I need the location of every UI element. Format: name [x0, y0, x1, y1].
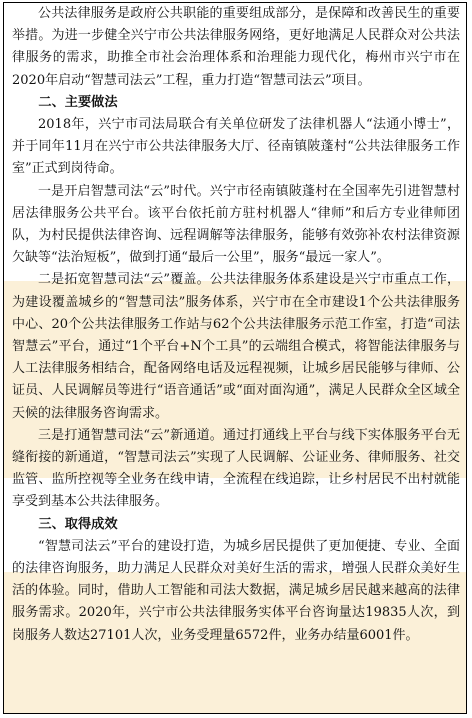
paragraph-robot-launch: 2018年，兴宁市司法局联合有关单位研发了法律机器人“法通小博士”，并于同年11月在兴宁市公共法律服务大厅、径南镇陂蓬村“公共法律服务工作室”正式到岗待命。 [12, 117, 460, 177]
paragraph-cloud-coverage: 二是拓宽智慧司法“云”覆盖。公共法律服务体系建设是兴宁市重点工作，为建设覆盖城乡的“智慧司法”服务体系，兴宁市在全市建设1个公共法律服务中心、20个公共法律服务工作站与62个公共法律服务示范工作室，打造“司法智慧云”平台，通过“1个平台+N个工具”的云端组合模式，将智能法律服务与人工法律服务相结合，配备网络电话及远程视频，让城乡居民能够与律师、公证员、人民调解员等进行“语音通话”或“面对面沟通”，满足人民群众全区域全天候的法律服务咨询需求。 [12, 272, 460, 421]
paragraph-results: “智慧司法云”平台的建设打造，为城乡居民提供了更加便捷、专业、全面的法律咨询服务，助力满足人民群众对美好生活的需求，增强人民群众美好生活的体验。同时，借助人工智能和司法大数据，满足城乡居民越来越高的法律服务需求。2020年，兴宁市公共法律服务实体平台咨询量达19835人次，到岗服务人数达27101人次，业务受理量6572件，业务办结量6001件。 [12, 538, 460, 643]
paragraph-cloud-era: 一是开启智慧司法“云”时代。兴宁市径南镇陂蓬村在全国率先引进智慧村居法律服务公共平台。该平台依托前方驻村机器人“律师”和后方专业律师团队，为村民提供法律咨询、远程调解等法律服务，能够有效弥补农村法律资源欠缺等“法治短板”，做到打通“最后一公里”，服务“最远一家人”。 [12, 183, 460, 266]
intro-paragraph: 公共法律服务是政府公共职能的重要组成部分，是保障和改善民生的重要举措。为进一步健全兴宁市公共法律服务网络，更好地满足人民群众对公共法律服务的需求，助推全市社会治理体系和治理能力现代化，梅州市兴宁市在2020年启动“智慧司法云”工程，重力打造“智慧司法云”项目。 [12, 6, 460, 88]
document-body [12, 3, 460, 647]
section-heading-results: 三、取得成效 [38, 516, 118, 532]
paragraph-cloud-channel: 三是打通智慧司法“云”新通道。通过打通线上平台与线下实体服务平台无缝衔接的新通道，“智慧司法云”实现了人民调解、公证业务、律师服务、社交监管、监所控视等全业务在线申请，全流程在线追踪，让乡村居民不出村就能享受到基本公共法律服务。 [12, 427, 460, 510]
section-heading-main-practices: 二、主要做法 [38, 94, 118, 110]
document-frame [3, 2, 467, 714]
